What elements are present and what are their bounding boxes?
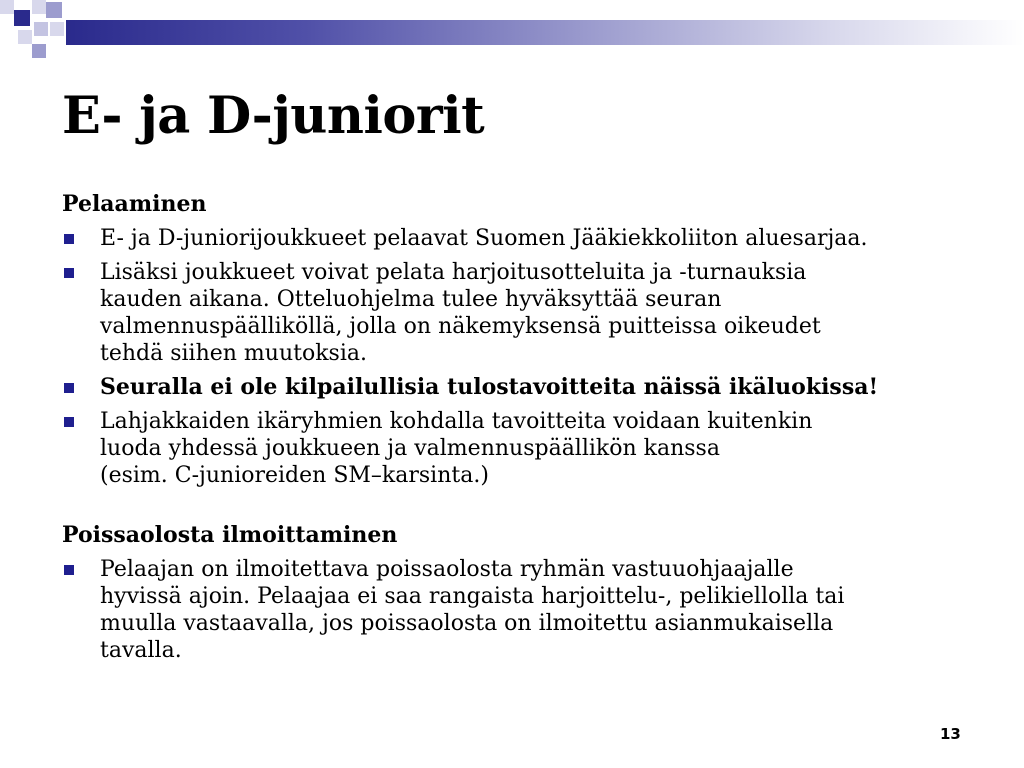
deco-square bbox=[46, 2, 62, 18]
bullet-text-line: Seuralla ei ole kilpailullisia tulostavoitteita näissä ikäluokissa! bbox=[100, 374, 879, 400]
bullet-text-line: luoda yhdessä joukkueen ja valmennuspäällikön kanssa bbox=[100, 436, 720, 461]
deco-square bbox=[32, 0, 46, 14]
slide-content bbox=[62, 191, 982, 664]
deco-square bbox=[0, 0, 14, 14]
bullet-list bbox=[62, 556, 982, 664]
section-gap bbox=[62, 489, 982, 522]
bullet-text-line: valmennuspäälliköllä, jolla on näkemyksensä puitteissa oikeudet bbox=[100, 314, 821, 339]
bullet-square-icon bbox=[64, 417, 74, 427]
bullet-text-line: kauden aikana. Otteluohjelma tulee hyväksyttää seuran bbox=[100, 287, 722, 312]
section-heading: Poissaolosta ilmoittaminen bbox=[62, 522, 398, 548]
bullet-square-icon bbox=[64, 383, 74, 393]
bullet-text-line: tehdä siihen muutoksia. bbox=[100, 341, 367, 366]
bullet-item bbox=[62, 556, 982, 664]
bullet-item bbox=[62, 225, 982, 252]
bullet-square-icon bbox=[64, 234, 74, 244]
deco-square bbox=[32, 44, 46, 58]
bullet-text-line: E- ja D-juniorijoukkueet pelaavat Suomen Jääkiekkoliiton aluesarjaa. bbox=[100, 226, 868, 251]
deco-gradient-bar bbox=[66, 20, 1024, 45]
bullet-item bbox=[62, 259, 982, 367]
slide-title: E- ja D-juniorit bbox=[62, 86, 485, 146]
bullet-text-line: Pelaajan on ilmoitettava poissaolosta ryhmän vastuuohjaajalle bbox=[100, 557, 794, 582]
bullet-text-line: Lisäksi joukkueet voivat pelata harjoitusotteluita ja -turnauksia bbox=[100, 260, 807, 285]
bullet-square-icon bbox=[64, 565, 74, 575]
bullet-list bbox=[62, 225, 982, 489]
header-decoration bbox=[0, 0, 1024, 70]
bullet-text-line: (esim. C-junioreiden SM–karsinta.) bbox=[100, 463, 489, 488]
deco-square bbox=[18, 30, 32, 44]
bullet-text-line: tavalla. bbox=[100, 638, 182, 663]
page-number: 13 bbox=[940, 725, 961, 743]
bullet-text-line: Lahjakkaiden ikäryhmien kohdalla tavoitteita voidaan kuitenkin bbox=[100, 409, 813, 434]
deco-square bbox=[14, 10, 30, 26]
bullet-square-icon bbox=[64, 268, 74, 278]
bullet-text-line: muulla vastaavalla, jos poissaolosta on ilmoitettu asianmukaisella bbox=[100, 611, 834, 636]
deco-square bbox=[34, 22, 48, 36]
bullet-item bbox=[62, 408, 982, 489]
section-heading: Pelaaminen bbox=[62, 191, 207, 217]
deco-square bbox=[50, 22, 64, 36]
bullet-text-line: hyvissä ajoin. Pelaajaa ei saa rangaista harjoittelu-, pelikiellolla tai bbox=[100, 584, 845, 609]
bullet-item bbox=[62, 374, 982, 401]
